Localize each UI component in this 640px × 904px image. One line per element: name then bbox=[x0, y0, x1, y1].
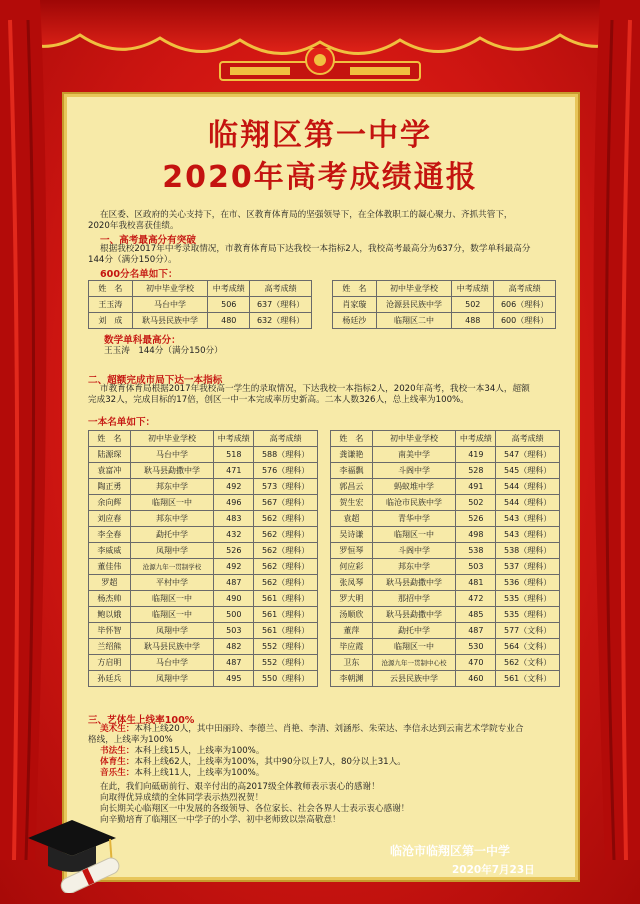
section2-list-heading: 一本名单如下： bbox=[88, 417, 156, 428]
cell-zhongkao: 538 bbox=[456, 543, 496, 559]
cell-zhongkao: 419 bbox=[456, 447, 496, 463]
music-label: 音乐生： bbox=[100, 768, 135, 778]
cell-zhongkao: 492 bbox=[214, 479, 254, 495]
cell-school: 耿马县勐撒中学 bbox=[372, 607, 456, 623]
cell-school: 临沧市民族中学 bbox=[372, 495, 456, 511]
cell-school: 马台中学 bbox=[130, 447, 214, 463]
cell-gaokao: 535（理科） bbox=[496, 591, 560, 607]
cell-name: 袁超 bbox=[331, 511, 373, 527]
table-header-row bbox=[89, 431, 318, 447]
cell-zhongkao: 530 bbox=[456, 639, 496, 655]
col-school-header: 初中毕业学校 bbox=[376, 281, 452, 297]
cell-gaokao: 552（理科） bbox=[254, 639, 318, 655]
cell-gaokao: 564（文科） bbox=[496, 639, 560, 655]
cell-school: 勐托中学 bbox=[130, 527, 214, 543]
cell-name: 陶正勇 bbox=[89, 479, 131, 495]
cell-school: 邦东中学 bbox=[130, 511, 214, 527]
table-row bbox=[331, 543, 560, 559]
cell-name: 孙廷兵 bbox=[89, 671, 131, 687]
cell-gaokao: 537（理科） bbox=[496, 559, 560, 575]
cell-gaokao: 562（理科） bbox=[254, 543, 318, 559]
cell-gaokao: 538（理科） bbox=[496, 543, 560, 559]
sport-label: 体育生： bbox=[100, 757, 135, 767]
cell-zhongkao: 482 bbox=[214, 639, 254, 655]
cell-school: 临翔区一中 bbox=[372, 527, 456, 543]
cell-gaokao: 562（文科） bbox=[496, 655, 560, 671]
cell-gaokao: 588（理科） bbox=[254, 447, 318, 463]
cell-gaokao: 576（理科） bbox=[254, 463, 318, 479]
cell-gaokao: 606（理科） bbox=[494, 297, 556, 313]
first-tier-table-left bbox=[88, 430, 318, 687]
col-gaokao-header: 高考成绩 bbox=[254, 431, 318, 447]
cell-name: 杨杰帅 bbox=[89, 591, 131, 607]
table-row bbox=[89, 447, 318, 463]
col-gaokao-header: 高考成绩 bbox=[250, 281, 312, 297]
table-row bbox=[331, 463, 560, 479]
table-header-row bbox=[331, 431, 560, 447]
cell-school: 耿马县勐撒中学 bbox=[372, 575, 456, 591]
table-row bbox=[331, 527, 560, 543]
cell-name: 李福飘 bbox=[331, 463, 373, 479]
cell-zhongkao: 500 bbox=[214, 607, 254, 623]
ornament-banner bbox=[215, 48, 425, 88]
table-row bbox=[89, 639, 318, 655]
cell-zhongkao: 503 bbox=[456, 559, 496, 575]
cell-zhongkao: 432 bbox=[214, 527, 254, 543]
cell-zhongkao: 488 bbox=[452, 313, 494, 329]
cell-name: 毕怀智 bbox=[89, 623, 131, 639]
col-name-header: 姓 名 bbox=[89, 281, 133, 297]
section3-heading: 三、艺体生上线率100% bbox=[88, 715, 195, 726]
cell-gaokao: 543（理科） bbox=[496, 527, 560, 543]
math-top-heading: 数学单科最高分： bbox=[104, 335, 181, 346]
col-name-header: 姓 名 bbox=[89, 431, 131, 447]
table-row bbox=[89, 479, 318, 495]
col-school-header: 初中毕业学校 bbox=[132, 281, 208, 297]
cell-gaokao: 561（理科） bbox=[254, 591, 318, 607]
calligraphy-label: 书法生： bbox=[100, 746, 135, 756]
top-scores-table-left bbox=[88, 280, 312, 329]
table-row bbox=[331, 495, 560, 511]
cell-name: 罗超 bbox=[89, 575, 131, 591]
cell-school: 邦东中学 bbox=[372, 559, 456, 575]
cell-name: 郭昌云 bbox=[331, 479, 373, 495]
art-line-1 bbox=[100, 724, 570, 736]
intro-line-1: 在区委、区政府的关心支持下，在市、区教育体育局的坚强领导下，在全体教职工的凝心聚力、齐抓共管下， bbox=[100, 210, 513, 220]
cell-zhongkao: 506 bbox=[208, 297, 250, 313]
cell-zhongkao: 487 bbox=[456, 623, 496, 639]
table-header-row bbox=[333, 281, 556, 297]
table-row bbox=[331, 607, 560, 623]
footer-school-name: 临沧市临翔区第一中学 bbox=[390, 844, 511, 858]
table-row bbox=[89, 655, 318, 671]
table-row bbox=[89, 671, 318, 687]
cell-name: 罗大明 bbox=[331, 591, 373, 607]
cell-zhongkao: 472 bbox=[456, 591, 496, 607]
cell-school: 凤翔中学 bbox=[130, 543, 214, 559]
table-row bbox=[89, 511, 318, 527]
section2-heading: 二、超额完成市局下达一本指标 bbox=[88, 375, 223, 386]
cell-school: 凤翔中学 bbox=[130, 671, 214, 687]
cell-name: 董萍 bbox=[331, 623, 373, 639]
cell-name: 李威威 bbox=[89, 543, 131, 559]
cell-name: 袁富冲 bbox=[89, 463, 131, 479]
cell-zhongkao: 485 bbox=[456, 607, 496, 623]
section1-body-1: 根据我校2017年中考录取情况，市教育体育局下达我校一本指标2人，我校高考最高分为637分，数学单科最高分 bbox=[100, 244, 531, 254]
cell-zhongkao: 492 bbox=[214, 559, 254, 575]
section2-body-1: 市教育体育局根据2017年我校高一学生的录取情况，下达我校一本指标2人，2020年高考，我校一本34人，超额 bbox=[100, 384, 530, 394]
cell-name: 李全春 bbox=[89, 527, 131, 543]
table-row bbox=[331, 671, 560, 687]
cell-gaokao: 567（理科） bbox=[254, 495, 318, 511]
cell-school: 临翔区一中 bbox=[130, 591, 214, 607]
cell-school: 斗阁中学 bbox=[372, 463, 456, 479]
cell-school: 耿马县民族中学 bbox=[130, 639, 214, 655]
cell-gaokao: 600（理科） bbox=[494, 313, 556, 329]
cell-school: 南美中学 bbox=[372, 447, 456, 463]
table-row bbox=[331, 639, 560, 655]
cell-school: 那招中学 bbox=[372, 591, 456, 607]
thanks-line-1: 在此，我们向砥砺前行、艰辛付出的高2017级全体教师表示衷心的感谢！ bbox=[100, 782, 380, 792]
table-row bbox=[89, 297, 312, 313]
col-gaokao-header: 高考成绩 bbox=[494, 281, 556, 297]
cell-school: 沧源县民族中学 bbox=[376, 297, 452, 313]
cell-school: 临翔区二中 bbox=[376, 313, 452, 329]
cell-gaokao: 562（理科） bbox=[254, 527, 318, 543]
table-header-row bbox=[89, 281, 312, 297]
cell-name: 何应彩 bbox=[331, 559, 373, 575]
page-title-report: 2020年高考成绩通报 bbox=[162, 160, 478, 195]
col-name-header: 姓 名 bbox=[333, 281, 377, 297]
sport-line bbox=[100, 757, 406, 769]
cell-gaokao: 632（理科） bbox=[250, 313, 312, 329]
art-text-1: 本科上线20人，其中田丽玲、李德兰、肖艳、李清、刘涵彤、朱荣达、李信永达到云南艺术学院专业合 bbox=[134, 724, 524, 734]
cell-zhongkao: 487 bbox=[214, 655, 254, 671]
cell-school: 耿马县民族中学 bbox=[132, 313, 208, 329]
cell-school: 马台中学 bbox=[132, 297, 208, 313]
graduation-cap-icon bbox=[20, 808, 130, 893]
table-row bbox=[89, 463, 318, 479]
cell-gaokao: 561（理科） bbox=[254, 607, 318, 623]
table-row bbox=[331, 655, 560, 671]
table-row bbox=[89, 313, 312, 329]
table-row bbox=[89, 543, 318, 559]
cell-gaokao: 562（理科） bbox=[254, 559, 318, 575]
cell-school: 青华中学 bbox=[372, 511, 456, 527]
cell-gaokao: 550（理科） bbox=[254, 671, 318, 687]
cell-zhongkao: 491 bbox=[456, 479, 496, 495]
cell-name: 贺生宏 bbox=[331, 495, 373, 511]
table-row bbox=[89, 607, 318, 623]
cell-gaokao: 637（理科） bbox=[250, 297, 312, 313]
cell-zhongkao: 502 bbox=[452, 297, 494, 313]
art-label: 美术生： bbox=[100, 724, 135, 734]
cell-school: 临翔区一中 bbox=[130, 607, 214, 623]
cell-gaokao: 547（理科） bbox=[496, 447, 560, 463]
cell-name: 陆源琛 bbox=[89, 447, 131, 463]
music-line bbox=[100, 768, 264, 780]
section1-list-heading: 600分名单如下： bbox=[100, 269, 178, 280]
cell-zhongkao: 526 bbox=[456, 511, 496, 527]
intro-line-2: 2020年我校喜获佳绩。 bbox=[88, 221, 179, 231]
page-title-school: 临翔区第一中学 bbox=[208, 118, 432, 153]
table-row bbox=[331, 623, 560, 639]
art-text-2: 格线，上线率为100% bbox=[88, 735, 173, 745]
cell-name: 汤顺欣 bbox=[331, 607, 373, 623]
table-row bbox=[331, 591, 560, 607]
cell-name: 王玉涛 bbox=[89, 297, 133, 313]
col-zhongkao-header: 中考成绩 bbox=[208, 281, 250, 297]
cell-gaokao: 562（理科） bbox=[254, 511, 318, 527]
cell-school: 云县民族中学 bbox=[372, 671, 456, 687]
cell-zhongkao: 481 bbox=[456, 575, 496, 591]
section1-heading: 一、高考最高分有突破 bbox=[100, 235, 196, 246]
cell-gaokao: 577（文科） bbox=[496, 623, 560, 639]
table-row bbox=[331, 447, 560, 463]
cell-name: 董佳伟 bbox=[89, 559, 131, 575]
cell-school: 沧源九年一贯制中心校 bbox=[372, 655, 456, 671]
cell-gaokao: 561（理科） bbox=[254, 623, 318, 639]
col-zhongkao-header: 中考成绩 bbox=[456, 431, 496, 447]
col-gaokao-header: 高考成绩 bbox=[496, 431, 560, 447]
cell-gaokao: 562（理科） bbox=[254, 575, 318, 591]
cell-school: 平村中学 bbox=[130, 575, 214, 591]
section1-body-2: 144分（满分150分）。 bbox=[88, 255, 177, 265]
cell-zhongkao: 498 bbox=[456, 527, 496, 543]
table-row bbox=[333, 313, 556, 329]
cell-name: 方启明 bbox=[89, 655, 131, 671]
table-row bbox=[89, 623, 318, 639]
table-row bbox=[89, 559, 318, 575]
cell-name: 张凤琴 bbox=[331, 575, 373, 591]
cell-name: 李朝渊 bbox=[331, 671, 373, 687]
col-school-header: 初中毕业学校 bbox=[130, 431, 214, 447]
cell-gaokao: 544（理科） bbox=[496, 495, 560, 511]
thanks-line-3: 向长期关心临翔区一中发展的各级领导、各位家长、社会各界人士表示衷心感谢！ bbox=[100, 804, 410, 814]
cell-zhongkao: 483 bbox=[214, 511, 254, 527]
cell-school: 临翔区一中 bbox=[372, 639, 456, 655]
math-top-line: 王玉涛 144分（满分150分） bbox=[104, 346, 223, 356]
cell-school: 沧源九年一贯制学校 bbox=[130, 559, 214, 575]
cell-zhongkao: 487 bbox=[214, 575, 254, 591]
cell-name: 肖家璇 bbox=[333, 297, 377, 313]
table-row bbox=[89, 575, 318, 591]
cell-zhongkao: 496 bbox=[214, 495, 254, 511]
col-zhongkao-header: 中考成绩 bbox=[214, 431, 254, 447]
thanks-line-2: 向取得优异成绩的全体同学表示热烈祝贺！ bbox=[100, 793, 264, 803]
cell-school: 邦东中学 bbox=[130, 479, 214, 495]
calligraphy-text: 本科上线15人，上线率为100%。 bbox=[134, 746, 265, 756]
cell-gaokao: 552（理科） bbox=[254, 655, 318, 671]
table-row bbox=[331, 511, 560, 527]
cell-school: 马台中学 bbox=[130, 655, 214, 671]
cell-name: 吴诗谦 bbox=[331, 527, 373, 543]
cell-school: 耿马县勐撒中学 bbox=[130, 463, 214, 479]
cell-zhongkao: 502 bbox=[456, 495, 496, 511]
cell-zhongkao: 480 bbox=[208, 313, 250, 329]
cell-zhongkao: 490 bbox=[214, 591, 254, 607]
cell-school: 勐托中学 bbox=[372, 623, 456, 639]
cell-name: 杨廷沙 bbox=[333, 313, 377, 329]
cell-zhongkao: 503 bbox=[214, 623, 254, 639]
cell-name: 罗恒琴 bbox=[331, 543, 373, 559]
table-row bbox=[331, 575, 560, 591]
first-tier-table-right bbox=[330, 430, 560, 687]
cell-school: 凤翔中学 bbox=[130, 623, 214, 639]
thanks-line-4: 向辛勤培育了临翔区一中学子的小学、初中老师致以崇高敬意！ bbox=[100, 815, 341, 825]
music-text: 本科上线11人，上线率为100%。 bbox=[134, 768, 265, 778]
col-name-header: 姓 名 bbox=[331, 431, 373, 447]
cell-school: 斗阁中学 bbox=[372, 543, 456, 559]
cell-name: 龚谦艳 bbox=[331, 447, 373, 463]
table-row bbox=[89, 591, 318, 607]
cell-name: 刘 成 bbox=[89, 313, 133, 329]
table-row bbox=[89, 495, 318, 511]
cell-gaokao: 536（理科） bbox=[496, 575, 560, 591]
cell-name: 毕应霞 bbox=[331, 639, 373, 655]
col-school-header: 初中毕业学校 bbox=[372, 431, 456, 447]
cell-gaokao: 543（理科） bbox=[496, 511, 560, 527]
cell-zhongkao: 470 bbox=[456, 655, 496, 671]
table-row bbox=[89, 527, 318, 543]
calligraphy-line bbox=[100, 746, 264, 758]
cell-zhongkao: 495 bbox=[214, 671, 254, 687]
cell-zhongkao: 471 bbox=[214, 463, 254, 479]
footer-date: 2020年7月23日 bbox=[452, 864, 535, 876]
cell-zhongkao: 528 bbox=[456, 463, 496, 479]
cell-school: 蚂蚁堆中学 bbox=[372, 479, 456, 495]
cell-name: 余向辉 bbox=[89, 495, 131, 511]
cell-name: 鲍以娥 bbox=[89, 607, 131, 623]
cell-gaokao: 545（理科） bbox=[496, 463, 560, 479]
cell-gaokao: 561（文科） bbox=[496, 671, 560, 687]
cell-name: 卫东 bbox=[331, 655, 373, 671]
section2-body-2: 完成32人，完成目标的17倍，创区一中一本完成率历史新高。二本人数326人，总上线率为100%。 bbox=[88, 395, 469, 405]
table-row bbox=[331, 479, 560, 495]
cell-gaokao: 544（理科） bbox=[496, 479, 560, 495]
cell-gaokao: 573（理科） bbox=[254, 479, 318, 495]
cell-gaokao: 535（理科） bbox=[496, 607, 560, 623]
cell-zhongkao: 526 bbox=[214, 543, 254, 559]
cell-zhongkao: 518 bbox=[214, 447, 254, 463]
cell-zhongkao: 460 bbox=[456, 671, 496, 687]
table-row bbox=[333, 297, 556, 313]
cell-name: 刘应春 bbox=[89, 511, 131, 527]
cell-school: 临翔区一中 bbox=[130, 495, 214, 511]
table-row bbox=[331, 559, 560, 575]
cell-name: 兰绍熊 bbox=[89, 639, 131, 655]
col-zhongkao-header: 中考成绩 bbox=[452, 281, 494, 297]
sport-text: 本科上线62人，上线率为100%，其中90分以上7人，80分以上31人。 bbox=[134, 757, 406, 767]
top-scores-table-right bbox=[332, 280, 556, 329]
